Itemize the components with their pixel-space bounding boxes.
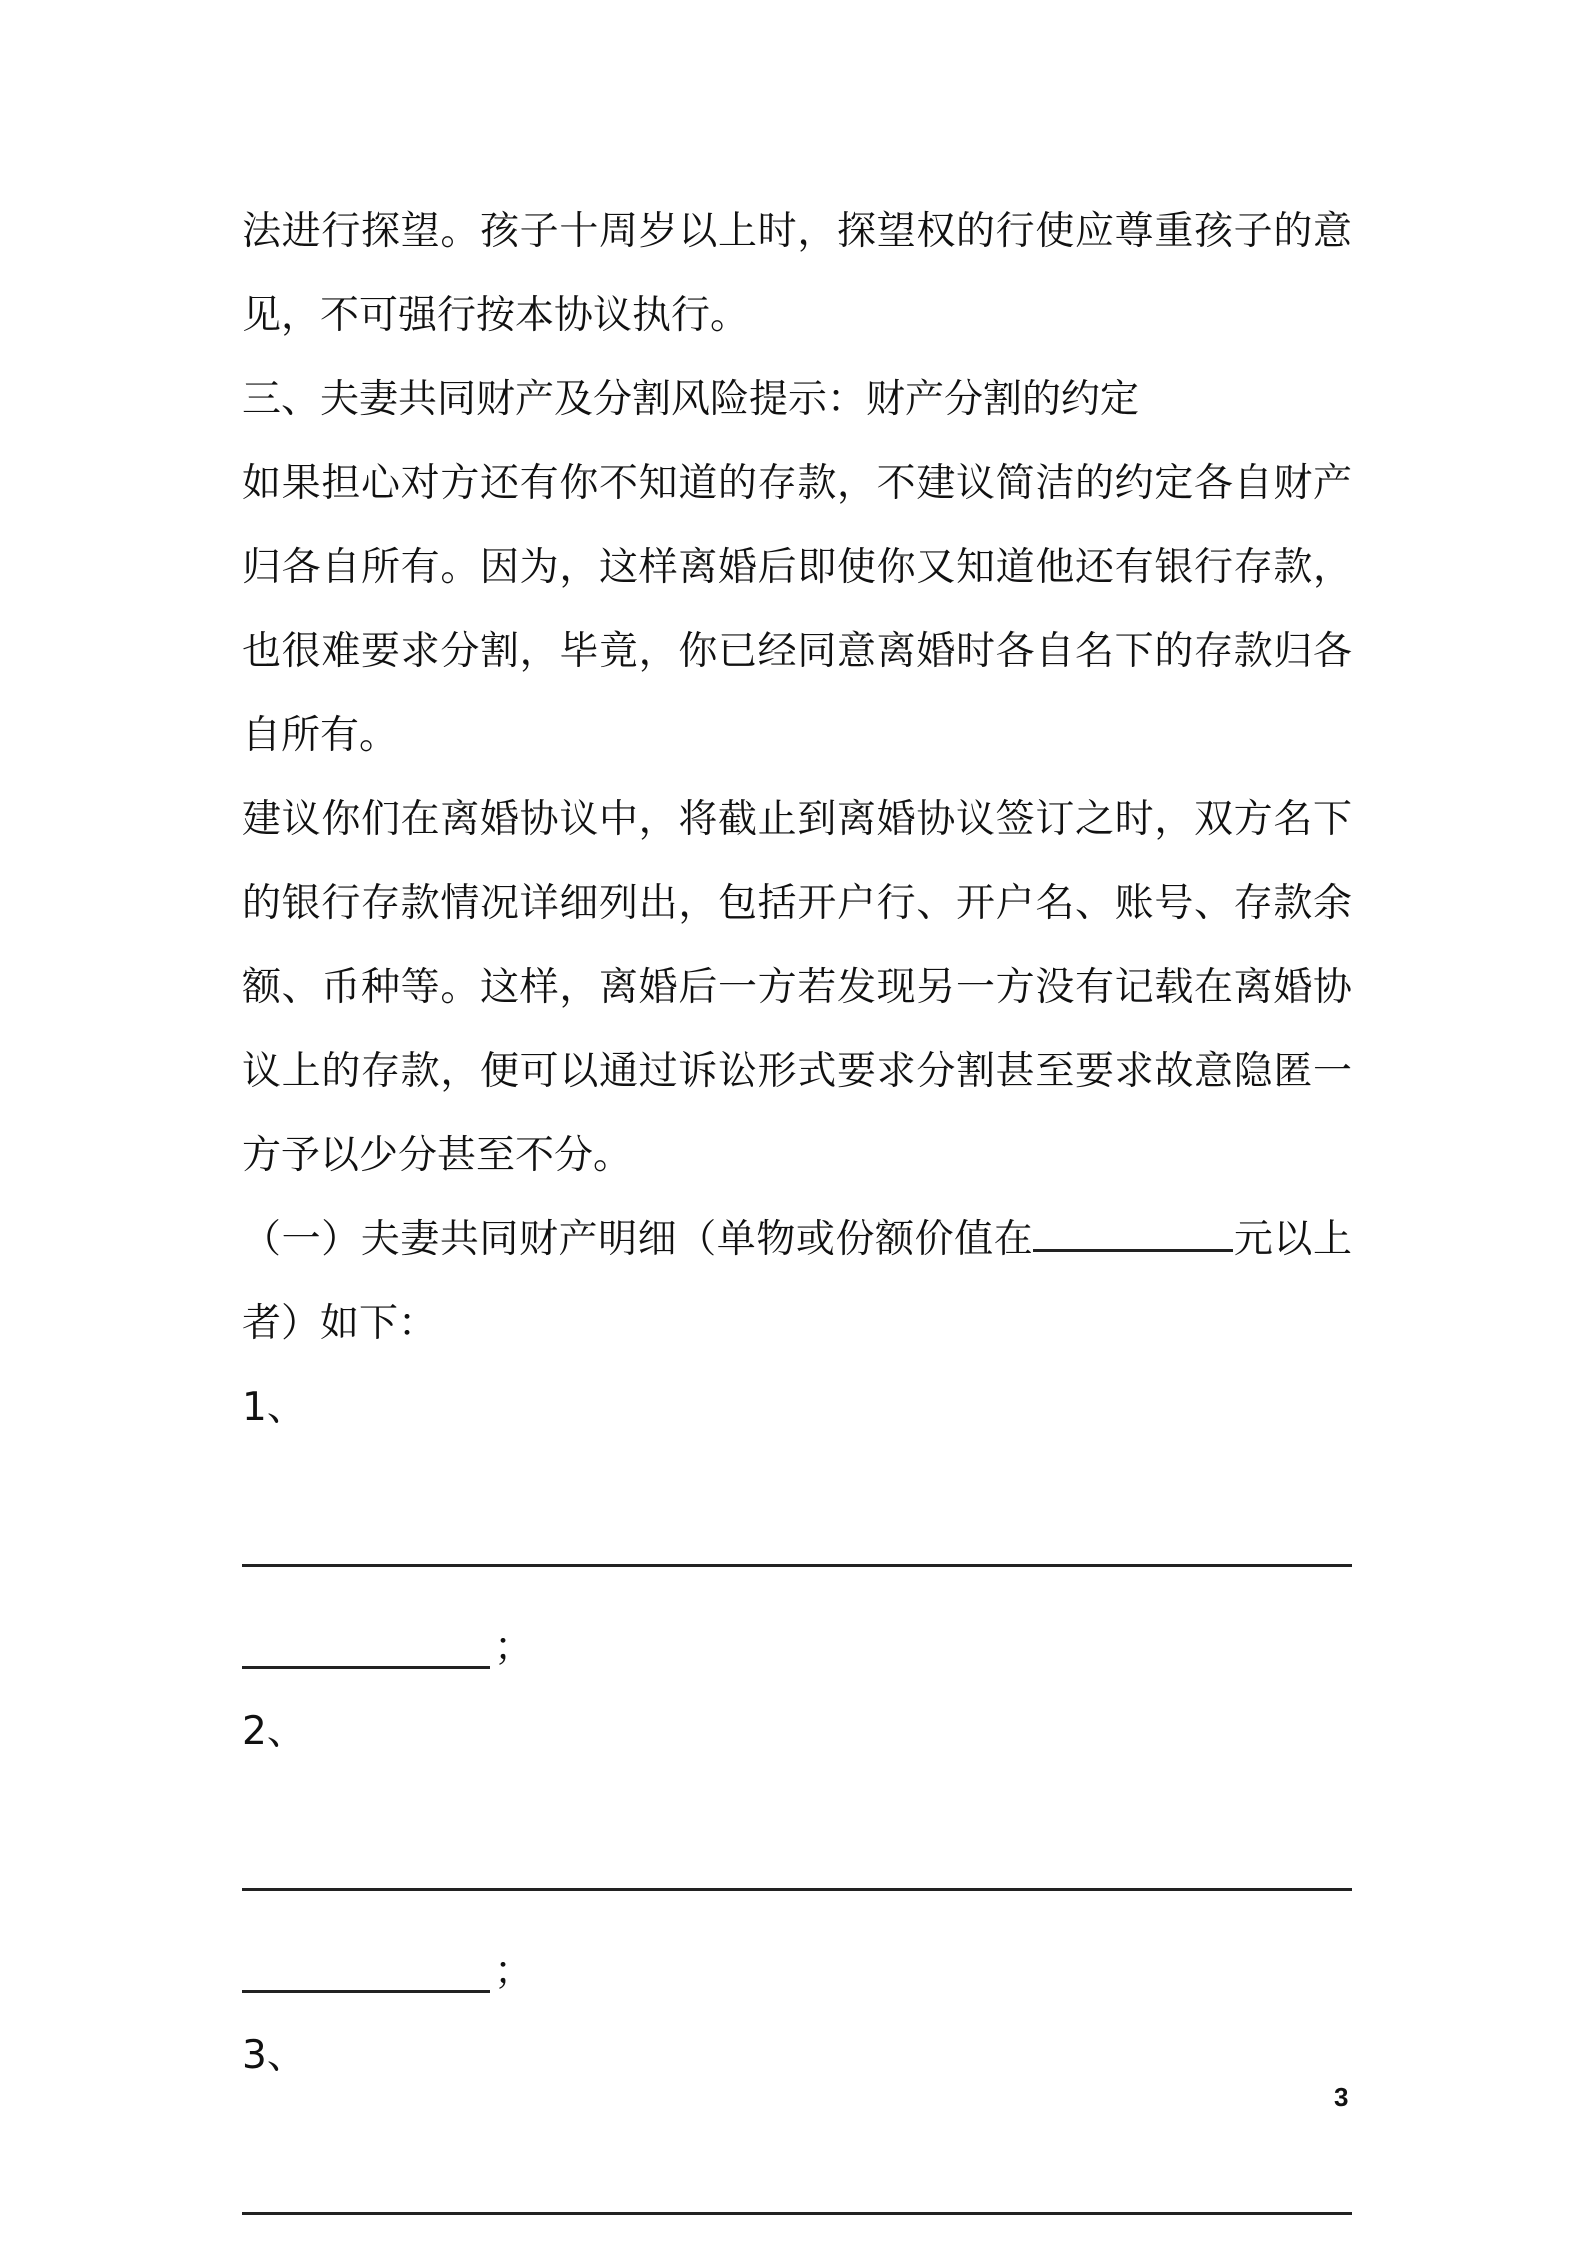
item-1-fill-line (242, 1486, 1352, 1606)
fill-line-short (242, 1666, 490, 1669)
fill-line-full (242, 1888, 1352, 1891)
paragraph-advice-line-3: 额、币种等。这样，离婚后一方若发现另一方没有记载在离婚协 (242, 965, 1352, 1010)
paragraph-visitation-line-2: 见，不可强行按本协议执行。 (242, 293, 750, 338)
paragraph-advice-line-1: 建议你们在离婚协议中，将截止到离婚协议签订之时，双方名下 (242, 797, 1352, 842)
paragraph-advice-line-2: 的银行存款情况详细列出，包括开户行、开户名、账号、存款余 (242, 881, 1352, 926)
subsection-heading-line-1 (242, 1198, 1352, 1282)
fill-line-short (242, 1990, 490, 1993)
item-label-2: 2、 (242, 1709, 306, 1754)
item-3-fill-line (242, 2134, 1352, 2254)
item-2-fill-line-end (242, 1930, 1352, 2014)
paragraph-warning-line-4: 自所有。 (242, 713, 399, 758)
item-label-1: 1、 (242, 1385, 306, 1430)
section-heading: 三、夫妻共同财产及分割风险提示：财产分割的约定 (242, 377, 1140, 422)
item-2-end-punctuation: ； (494, 1949, 534, 1994)
value-blank (1033, 1205, 1233, 1252)
paragraph-warning-line-2: 归各自所有。因为，这样离婚后即使你又知道他还有银行存款， (242, 545, 1352, 590)
fill-line-full (242, 1564, 1352, 1567)
item-1-end-punctuation: ； (494, 1625, 534, 1670)
document-body (242, 190, 1352, 2254)
paragraph-warning-line-3: 也很难要求分割，毕竟，你已经同意离婚时各自名下的存款归各 (242, 629, 1352, 674)
fill-line-full (242, 2212, 1352, 2215)
subsection-prefix: （一）夫妻共同财产明细（单物或份额价值在 (242, 1217, 1034, 1262)
paragraph-visitation-line-1: 法进行探望。孩子十周岁以上时，探望权的行使应尊重孩子的意 (242, 209, 1352, 254)
item-2-fill-line (242, 1810, 1352, 1930)
item-1-fill-line-end (242, 1606, 1352, 1690)
paragraph-advice-line-5: 方予以少分甚至不分。 (242, 1133, 633, 1178)
paragraph-warning-line-1: 如果担心对方还有你不知道的存款，不建议简洁的约定各自财产 (242, 461, 1352, 506)
subsection-heading-line-2: 者）如下： (242, 1301, 438, 1346)
paragraph-advice-line-4: 议上的存款，便可以通过诉讼形式要求分割甚至要求故意隐匿一 (242, 1049, 1352, 1094)
subsection-suffix: 元以上 (1233, 1217, 1352, 1262)
item-label-3: 3、 (242, 2033, 306, 2078)
page-number: 3 (1334, 2082, 1349, 2112)
